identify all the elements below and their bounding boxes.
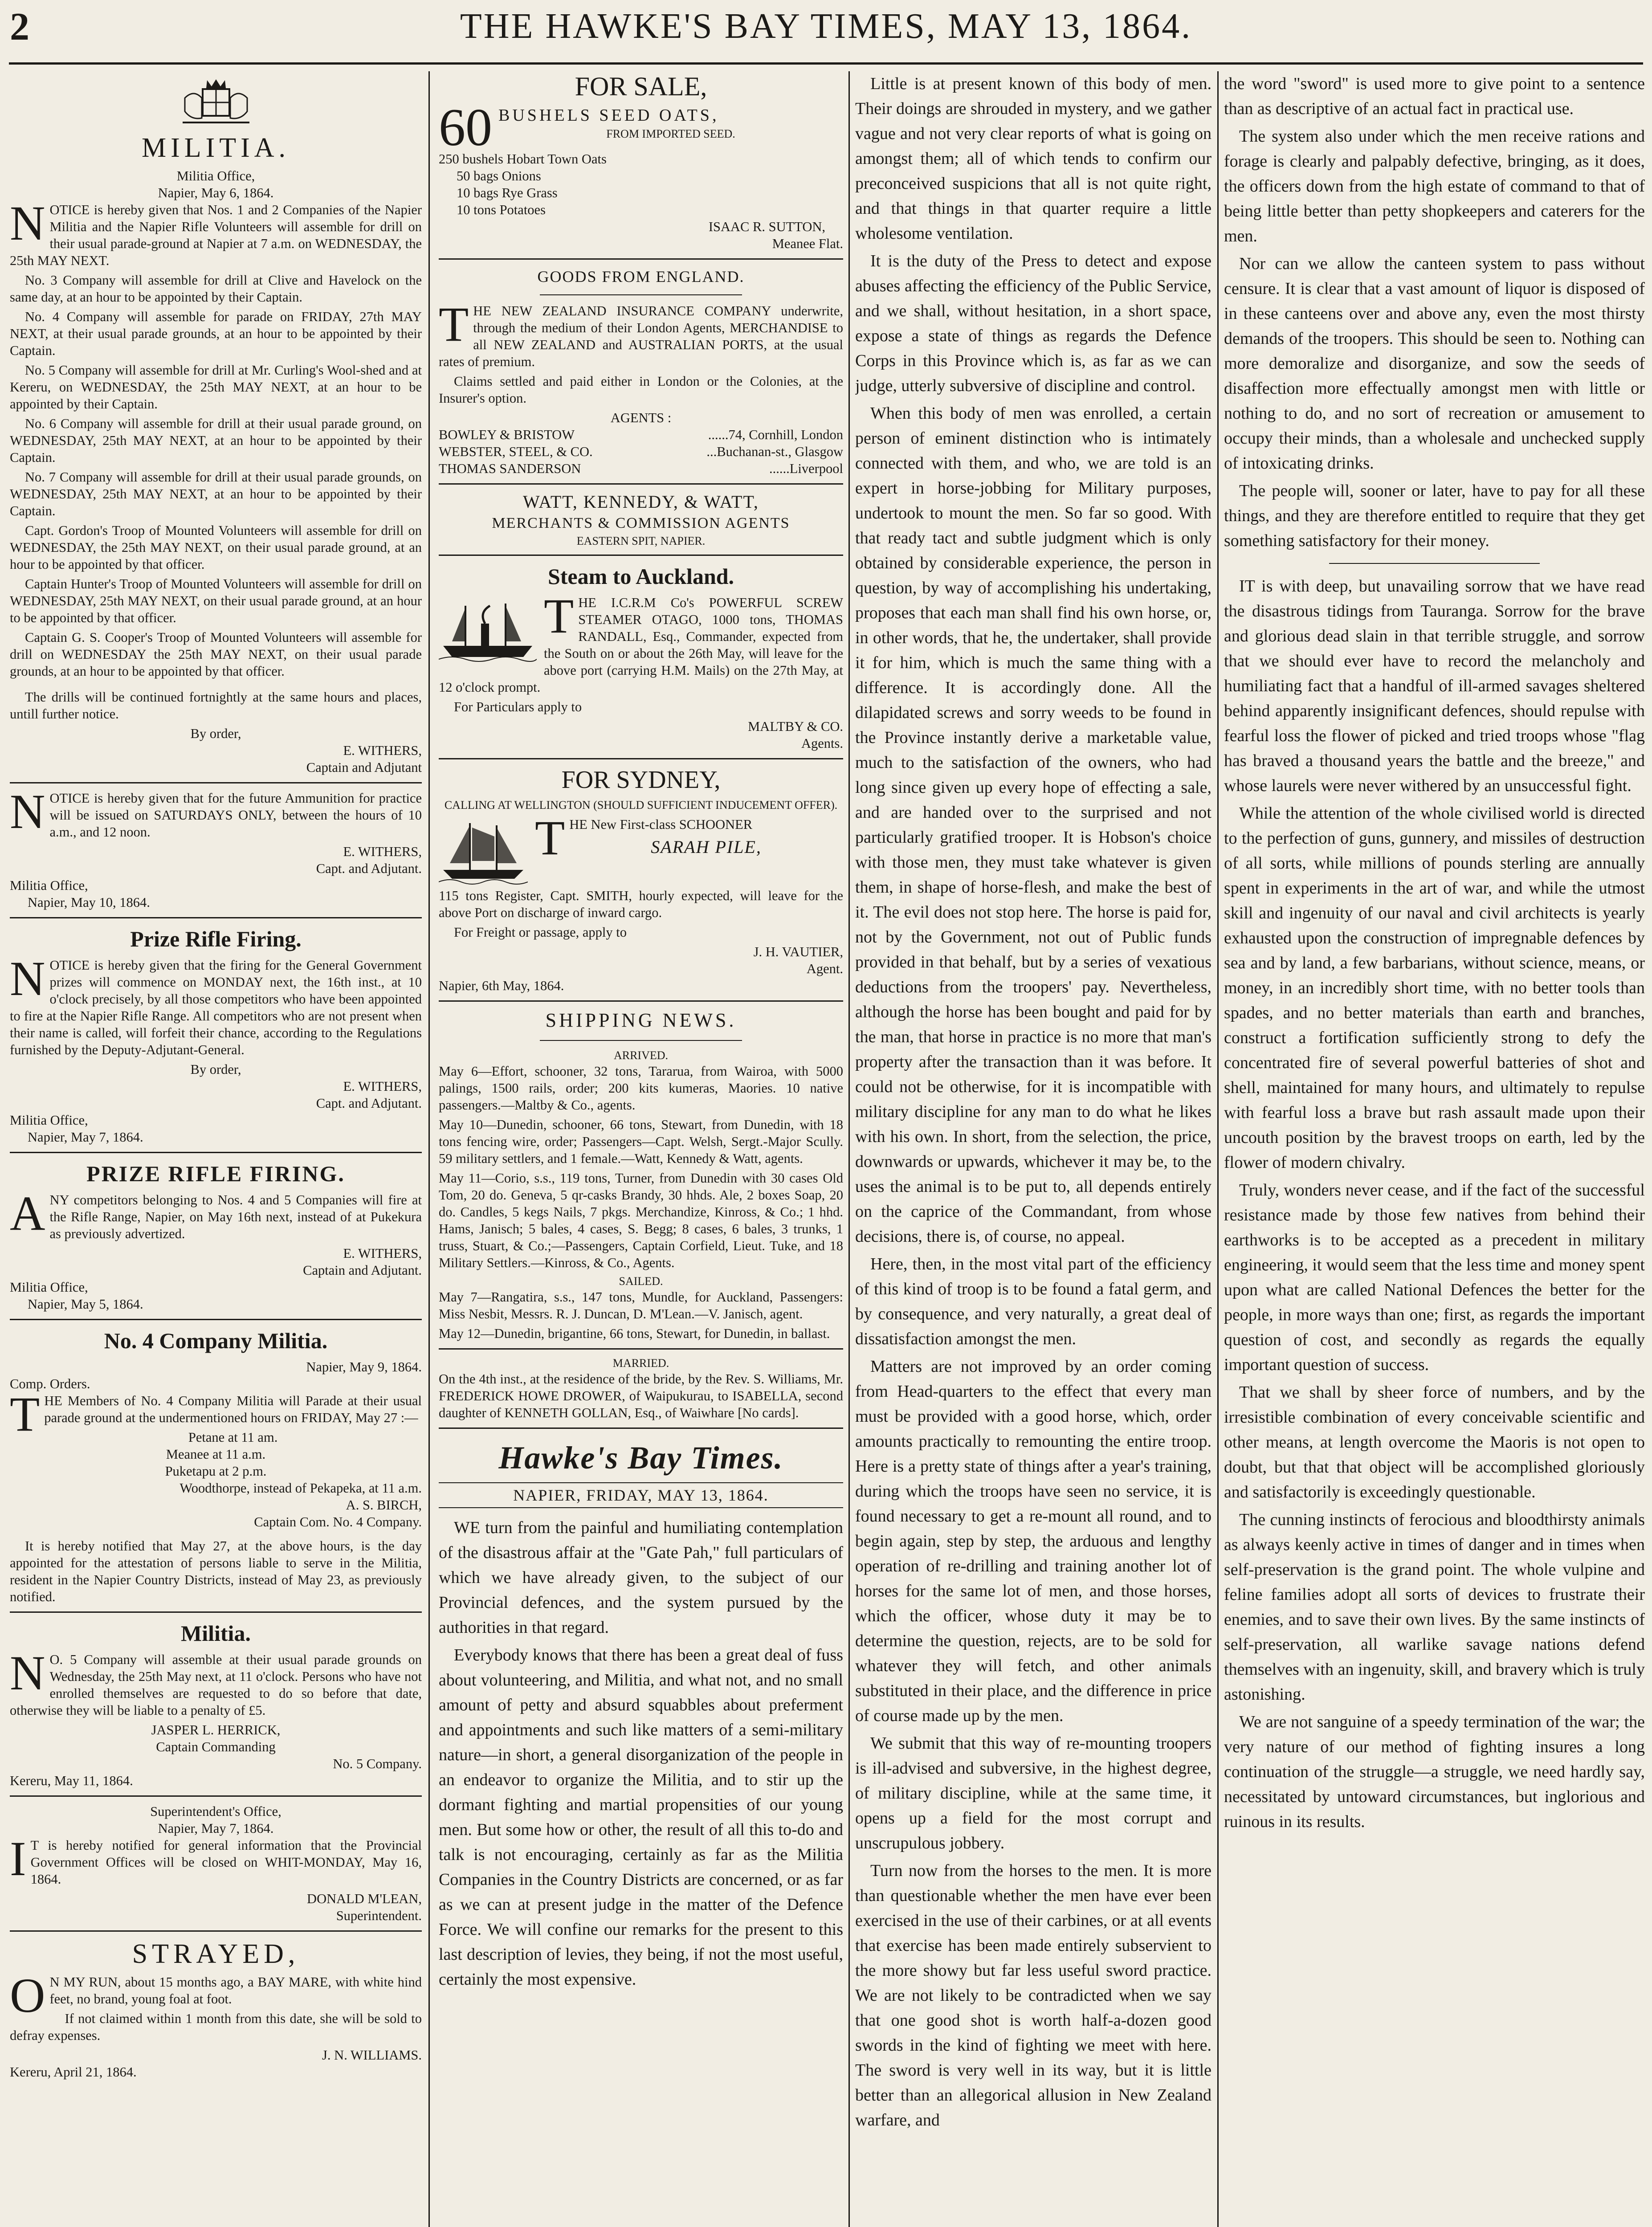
steam-notice: THE I.C.R.M Co's POWERFUL SCREW STEAMER OTAGO, 1000 tons, THOMAS RANDALL, Esq., Commander, expected from the South on or about the 26th May, will leave for the above port (carrying H.M. Mails) on the 27th May, at 12 o'clock prompt. <box>439 594 843 695</box>
for-sale-quantity: 60 <box>439 104 492 151</box>
divider <box>10 1795 422 1797</box>
strayed-heading: STRAYED, <box>132 1939 300 1969</box>
for-sale-heading: FOR SALE, <box>575 72 707 101</box>
prize-firing-2-signer-title: Captain and Adjutant. <box>303 1263 422 1278</box>
prize-firing-notice: NOTICE is hereby given that the firing for the General Government prizes will commence on MONDAY next, the 16th inst., at 10 o'clock precisely, by all those competitors who have been appointed to fire at the Napier Rifle Range. All competitors who are not present when their name is called, will forfeit their chance, according to the Regulations furnished by the Deputy-Adjutant-General. <box>10 951 422 1057</box>
masthead <box>0 0 1652 67</box>
divider <box>439 258 843 260</box>
editorial-para: When this body of men was enrolled, a certain person of eminent distinction who is intimately connected with them, and who, we are told is an expert in horse-jobbing for Military purposes, undertook to mount the men. So far so good. With that ready tact and subtle judgment which is only obtained by considerable experience, the person in question, by way of accomplishing his undertaking, proposes that each man shall find his own horse, or, in other words, that he, the undertaker, shall provide it for him, which is much the same thing with a difference. It is accordingly done. All the dilapidated screws and sorry weeds to be found in the Province instantly derive a marketable value, much to the satisfaction of the owners, who had long since given up every hope of effecting a sale, and are handed over to the surprised and not particularly gratified trooper. It is Hobson's choice with those men, they must take whatever is given them, in shape of horse-flesh, and make the best of it. The evil does not stop here. The horse is paid for, not by the Government, not out of Public funds provided in that behalf, but by a series of vexatious deductions from the troopers' pay. Nevertheless, although the horse has been bought and paid for by the man, that horse in practice is no more that man's property after the transaction than it was before. It could not be otherwise, for it is incompatible with military discipline for any man to do what he likes with his own. In short, from the selection, the price, downwards or upwards, whichever it may be, to the uses the animal is to be put to, all depends entirely on the caprice of the Commandant, from whose decisions, there is, of course, no appeal. <box>855 404 1211 1246</box>
steam-heading: Steam to Auckland. <box>547 564 734 589</box>
divider <box>10 1319 422 1320</box>
strayed-date: Kereru, April 21, 1864. <box>10 2064 137 2080</box>
shipping-sailed-1: May 7—Rangatira, s.s., 147 tons, Mundle, for Auckland, Passengers: Miss Nesbit, Messrs. R. J. Duncan, D. M'Lean.—V. Janisch, agent. <box>439 1289 843 1322</box>
superintendent-signer-title: Superintendent. <box>336 1908 422 1923</box>
newspaper-header-title: THE HAWKE'S BAY TIMES, MAY 13, 1864. <box>460 7 1192 46</box>
shipping-arrived-1: May 6—Effort, schooner, 32 tons, Tararua, from Wairoa, with 5000 palings, 1500 rails, order; 200 kits kumeras, Maories. 10 native passengers.—Maltby & Co., agents. <box>439 1064 843 1113</box>
militia-notice-3: No. 4 Company will assemble for parade on FRIDAY, 27th MAY NEXT, at their usual parade grounds, at an hour to be appointed by their Captain. <box>10 309 422 358</box>
no4-orders: Comp. Orders. <box>10 1376 90 1391</box>
header-rule <box>9 62 1643 65</box>
steam-signer: MALTBY & CO. <box>748 719 843 734</box>
column-rule <box>1217 71 1219 2227</box>
editorial-para: Turn now from the horses to the men. It is more than questionable whether the men have ever been exercised in the use of their carbines, or at all events that exercise has been made entirely subservient to the more showy but far less useful sword practice. We are not likely to be contradicted when we say that one good shot is worth half-a-dozen good swords in the kind of fighting we meet with here. The sword is very well in its way, but it is little better than an allegorical allusion in New Zealand warfare, and <box>855 1861 1211 2129</box>
prize-firing-2-notice: ANY competitors belonging to Nos. 4 and 5 Companies will fire at the Rifle Range, Napier, on May 16th next, instead of at Pukekura as previously advertized. <box>10 1186 422 1241</box>
prize-firing-2-heading: PRIZE RIFLE FIRING. <box>86 1161 345 1186</box>
sydney-notice-2: 115 tons Register, Capt. SMITH, hourly expected, will leave for the above Port on discharge of inward cargo. <box>439 888 843 920</box>
page-number: 2 <box>10 5 29 49</box>
watt-line-2: MERCHANTS & COMMISSION AGENTS <box>492 515 790 531</box>
editorial-para: That we shall by sheer force of numbers, and by the irresistible combination of every conceivable scientific and other means, at length overcome the Maoris is not open to doubt, but that that object will be accomplished gloriously and satisfactorily is exceedingly questionable. <box>1224 1383 1645 1501</box>
shipping-married: On the 4th inst., at the residence of the bride, by the Rev. S. Williams, Mr. FREDERICK HOWE DROWER, of Waipukurau, to ISABELLA, second daughter of KENNETH GOLLAN, Esq., of Waiwhare [No cards]. <box>439 1371 843 1420</box>
for-sale-item-1: 250 bushels Hobart Town Oats <box>439 151 607 167</box>
strayed-notice: O N MY RUN, about 15 months ago, a BAY MARE, with white hind feet, no brand, young foal at foot. <box>10 1968 422 2023</box>
superintendent-notice: I T is hereby notified for general information that the Provincial Government Offices will be closed on WHIT-MONDAY, May 16, 1864. <box>10 1831 422 1887</box>
prize-firing-date: Napier, May 7, 1864. <box>28 1130 143 1145</box>
editorial-para: We submit that this way of re-mounting troopers is ill-advised and subversive, in the highest degree, of military discipline, while at the same time, it opens up a field for the most corrupt and unscrupulous jobbery. <box>855 1734 1211 1852</box>
divider <box>439 1428 843 1429</box>
column-rule <box>848 71 850 2227</box>
sydney-notice-3: For Freight or passage, apply to <box>454 925 627 940</box>
prize-firing-by-order: By order, <box>190 1062 241 1077</box>
militia-by-order: By order, <box>190 726 241 741</box>
militia-notice-5: No. 6 Company will assemble for drill at their usual parade ground, on WEDNESDAY, 25th MAY NEXT, at an hour to be appointed by their Captain. <box>10 416 422 465</box>
editorial-para: The system also under which the men receive rations and forage is clearly and palpably defective, bringing, as it does, the officers down from the high estate of command to that of being little better than petty shopkeepers and caterers for the men. <box>1224 127 1645 245</box>
for-sale-line-1: BUSHELS SEED OATS, <box>498 106 719 125</box>
schooner-icon <box>439 819 528 885</box>
editorial-para: Little is at present known of this body of men. Their doings are shrouded in mystery, and we gather vague and not very clear reports of what is going on amongst them; all of which tends to confirm our preconceived suspicions that all is not quite right, and that things in that quarter require a little wholesome ventilation. <box>855 74 1211 243</box>
ammunition-office: Militia Office, <box>10 878 88 893</box>
editorial-para: We are not sanguine of a speedy termination of the war; the very nature of our method of fighting insures a long continuation of the struggle—a struggle, we need hardly say, necessitated by untoward circumstances, but inglorious and ruinous in its results. <box>1224 1713 1645 1831</box>
divider <box>439 758 843 759</box>
militia-2-signer-unit: No. 5 Company. <box>333 1756 422 1771</box>
shipping-arrived-2: May 10—Dunedin, schooner, 66 tons, Stewart, from Dunedin, with 18 tons fencing wire, order; Passengers—Capt. Welsh, Sergt.-Major Scully. 59 military settlers, and 1 female.—Watt, Kennedy & Watt, agents. <box>439 1117 843 1166</box>
watt-line-3: EASTERN SPIT, NAPIER. <box>576 534 706 547</box>
prize-firing-signer-title: Capt. and Adjutant. <box>316 1096 422 1111</box>
ammunition-date: Napier, May 10, 1864. <box>28 895 150 910</box>
for-sale-signer: ISAAC R. SUTTON, <box>708 219 825 234</box>
divider <box>10 782 422 783</box>
shipping-married-label: MARRIED. <box>612 1357 669 1370</box>
sydney-vessel: SARAH PILE, <box>651 837 762 857</box>
sydney-signer: J. H. VAUTIER, <box>753 944 843 959</box>
editorial-para: WE turn from the painful and humiliating contemplation of the disastrous affair at the "Gate Pah," full particulars of which we have already given, to the subject of our Provincial defences, and the system pursued by the authorities in that regard. <box>439 1518 843 1637</box>
militia-notice-2: No. 3 Company will assemble for drill at Clive and Havelock on the same day, at an hour to be appointed by their Captain. <box>10 273 422 305</box>
strayed-notice-2: If not claimed within 1 month from this date, she will be sold to defray expenses. <box>10 2011 422 2043</box>
prize-firing-office: Militia Office, <box>10 1113 88 1128</box>
no4-schedule-1: Petane at 11 am. <box>188 1430 278 1445</box>
editorial-para: Matters are not improved by an order coming from Head-quarters to the effect that every man must be provided with a good horse, which, order amounts practically to remounting the entire troop. Here is a pretty state of things after a year's training, during which the troops have seen no service, it is found necessary to get a re-mount all round, and to begin again, step by step, the arduous and lengthy operation of re-drilling and training another lot of horses for the same lot of men, and those horses, which the officer, whose duty it may be to determine the question, rejects, are to be sold for whatever they will fetch, and other animals substituted in their place, and the difference in price of course made up by the men. <box>855 1357 1211 1725</box>
divider <box>439 483 843 485</box>
for-sale-item-3: 10 bags Rye Grass <box>457 185 558 200</box>
no4-schedule-3: Puketapu at 2 p.m. <box>165 1464 267 1479</box>
militia-office: Militia Office, <box>176 168 255 184</box>
no4-note: It is hereby notified that May 27, at the above hours, is the day appointed for the attestation of persons liable to serve in the Militia, resident in the Napier Country Districts, instead of May 23, as previously notified. <box>10 1538 422 1604</box>
goods-agent-row: WEBSTER, STEEL, & CO. ...Buchanan-st., Glasgow <box>439 444 843 459</box>
militia-heading: MILITIA. <box>141 133 290 163</box>
goods-agent-row: BOWLEY & BRISTOW ......74, Cornhill, London <box>439 427 843 442</box>
prize-firing-2-date: Napier, May 5, 1864. <box>28 1297 143 1312</box>
editorial-para: IT is with deep, but unavailing sorrow that we have read the disastrous tidings from Tauranga. Sorrow for the brave and glorious dead slain in that terrible struggle, and sorrow that we should ever have to record the melancholy and humiliating fact that a handful of ill-armed savages sheltered behind apparently insignificant defences, should repulse with fearful loss the flower of picked and tried troops whose "flag has braved a thousand years the battle and the breeze," and whose laurels were never withered by an unsuccessful fight. <box>1224 577 1645 795</box>
militia-closing: The drills will be continued fortnightly at the same hours and places, untill further notice. <box>10 689 422 722</box>
divider <box>439 1000 843 1002</box>
goods-heading: GOODS FROM ENGLAND. <box>537 268 745 286</box>
prize-firing-2-office: Militia Office, <box>10 1280 88 1295</box>
militia-date: Napier, May 6, 1864. <box>158 185 274 200</box>
superintendent-signer: DONALD M'LEAN, <box>307 1891 422 1906</box>
column-2 <box>439 71 843 2227</box>
editorial-para: The cunning instincts of ferocious and bloodthirsty animals as always keenly active in times of danger and in times when self-preservation is the grand point. The whole vulpine and feline families adopt all sorts of devices to frustrate their enemies, and to save their own lives. By the same instincts of self-preservation, all warlike savage nations defend themselves with an ingenuity, skill, and bravery which is truly astonishing. <box>1224 1510 1645 1704</box>
column-rule <box>428 71 430 2227</box>
column-4 <box>1224 71 1645 2227</box>
editorial-para: Truly, wonders never cease, and if the fact of the successful resistance made by those few natives from behind their earthworks is to be accepted as a precedent in military engineering, it would seem that the less time and money spent upon what are called National Defences the better for the people, in more ways than one; first, as regards the important question of cost, and secondly as regards the equally important question of success. <box>1224 1181 1645 1374</box>
for-sale-line-1b: FROM IMPORTED SEED. <box>606 127 735 140</box>
for-sale-signer-place: Meanee Flat. <box>772 236 843 251</box>
column-3 <box>855 71 1211 2227</box>
no4-schedule-4: Woodthorpe, instead of Pekapeka, at 11 a.m. <box>179 1481 422 1496</box>
editorial-para: Nor can we allow the canteen system to pass without censure. It is clear that a vast amount of liquor is disposed of in these canteens over and above any, even the most thirsty demands of the troopers. This should be seen to. Nothing can more demoralize and disorganize, and sow the seeds of disaffection more effectually amongst men with little or nothing to do, and no sort of recreation or amusement to occupy their minds, than a wholesale and unchecked supply of intoxicating drinks. <box>1224 254 1645 473</box>
militia-2-signer: JASPER L. HERRICK, <box>151 1722 281 1738</box>
militia-notice-8: Captain Hunter's Troop of Mounted Volunteers will assemble for drill on WEDNESDAY, 25th MAY NEXT, on their usual parade ground, at an hour to be appointed by that officer. <box>10 576 422 625</box>
strayed-signer: J. N. WILLIAMS. <box>322 2048 422 2063</box>
superintendent-office: Superintendent's Office, <box>150 1804 281 1819</box>
divider <box>10 1152 422 1153</box>
goods-notice-2: Claims settled and paid either in London or the Colonies, at the Insurer's option. <box>439 374 843 406</box>
ammunition-notice: NOTICE is hereby given that for the future Ammunition for practice will be issued on SATURDAYS ONLY, between the hours of 10 a.m., and 12 noon. <box>10 784 422 840</box>
shipping-sailed-label: SAILED. <box>619 1275 663 1288</box>
editorial-para: While the attention of the whole civilised world is directed to the perfection of guns, gunnery, and missiles of destruction of all sorts, while millions of pounds sterling are annually spent in experiments in the art of war, and while the utmost skill and ingenuity of our naval and civil architects is yearly exhausted upon the construction of impregnable defences by sea and by land, a few barbarians, without science, means, or money, in an incredibly short time, with no better tools than spades, and no better materials than earth and branches, construct a fortification sufficiently strong to defy the concentrated fire of several powerful batteries of shot and shell, maintained for many hours, and ultimately to repulse with fearful loss a brave but rash assault made upon their uncouth position by the bravest troops on earth, led by the flower of modern chivalry. <box>1224 804 1645 1172</box>
sydney-sub: CALLING AT WELLINGTON (SHOULD SUFFICIENT INDUCEMENT OFFER). <box>444 799 838 812</box>
divider <box>439 1348 843 1350</box>
militia-2-date: Kereru, May 11, 1864. <box>10 1773 133 1788</box>
editorial-dateline: NAPIER, FRIDAY, MAY 13, 1864. <box>439 1482 843 1508</box>
editorial-nameplate: Hawke's Bay Times. <box>498 1440 783 1476</box>
divider <box>1329 563 1540 564</box>
prize-firing-2-signer: E. WITHERS, <box>343 1246 422 1261</box>
for-sale-item-4: 10 tons Potatoes <box>457 202 546 217</box>
shipping-sailed-2: May 12—Dunedin, brigantine, 66 tons, Stewart, for Dunedin, in ballast. <box>439 1326 830 1341</box>
ammunition-signer: E. WITHERS, <box>343 844 422 859</box>
column-1 <box>10 71 422 2227</box>
no4-company-heading: No. 4 Company Militia. <box>104 1328 328 1353</box>
goods-notice: THE NEW ZEALAND INSURANCE COMPANY underwrite, through the medium of their London Agents, MERCHANDISE to all NEW ZEALAND and AUSTRALIAN PORTS, at the usual rates of premium. <box>439 297 843 369</box>
no4-signer-title: Captain Com. No. 4 Company. <box>254 1514 422 1530</box>
ammunition-signer-title: Capt. and Adjutant. <box>316 861 422 876</box>
editorial-para: It is the duty of the Press to detect and expose abuses affecting the efficiency of the Public Service, and we shall, without hesitation, in a short space, expose a state of things as regards the Defence Corps in this Province which is, as far as we can judge, utterly subversive of discipline and control. <box>855 252 1211 395</box>
militia-notice-7: Capt. Gordon's Troop of Mounted Volunteers will assemble for drill on WEDNESDAY, the 25th MAY NEXT, on their usual parade ground, at an hour to be appointed by that officer. <box>10 523 422 572</box>
watt-line-1: WATT, KENNEDY, & WATT, <box>523 492 759 512</box>
sydney-date: Napier, 6th May, 1864. <box>439 978 564 993</box>
sydney-notice: THE New First-class SCHOONER <box>535 816 753 865</box>
no4-signer: A. S. BIRCH, <box>346 1497 422 1513</box>
divider <box>10 917 422 918</box>
divider <box>540 1040 742 1041</box>
editorial-para: Everybody knows that there has been a great deal of fuss about volunteering, and Militia, and what not, and no small amount of petty and absurd squabbles about preferment and appointments and such like matters of a semi-military nature—in short, a general disorganization of the people in an endeavor to organize the Militia, and to stir up the dormant fighting and martial propensities of our young men. But some how or other, the result of all this to-do and talk is not encouraging, certainly as far as the Militia Companies in the Country Districts are concerned, or as far as we can at present judge in the matter of the Defence Force. We will confine our remarks for the present to this last description of levies, they being, if not the most useful, certainly the most expensive. <box>439 1646 843 1989</box>
prize-firing-heading: Prize Rifle Firing. <box>130 926 302 951</box>
sydney-notice-block <box>439 816 843 887</box>
editorial-para: the word "sword" is used more to give point to a sentence than as descriptive of an actual fact in practical use. <box>1224 74 1645 118</box>
militia-signer: E. WITHERS, <box>343 743 422 758</box>
sydney-signer-title: Agent. <box>806 961 843 976</box>
militia-notice-9: Captain G. S. Cooper's Troop of Mounted Volunteers will assemble for drill on WEDNESDAY the 25th MAY NEXT, on their usual parade grounds, at an hour to be appointed by that officer. <box>10 630 422 679</box>
superintendent-date: Napier, May 7, 1864. <box>158 1821 274 1836</box>
sydney-heading: FOR SYDNEY, <box>561 766 721 794</box>
no4-notice: THE Members of No. 4 Company Militia will Parade at their usual parade ground at the undermentioned hours on FRIDAY, May 27 :— <box>10 1387 422 1441</box>
steamship-icon <box>439 597 537 664</box>
goods-agent-row: THOMAS SANDERSON ......Liverpool <box>439 461 843 476</box>
militia-signer-title: Captain and Adjutant <box>306 760 422 775</box>
divider <box>540 294 742 295</box>
militia-2-signer-title: Captain Commanding <box>156 1739 276 1754</box>
steam-signer-title: Agents. <box>801 736 843 751</box>
editorial-para: The people will, sooner or later, have to pay for all these things, and they are therefore entitled to require that they get something satisfactory for their money. <box>1224 481 1645 550</box>
divider <box>10 1611 422 1613</box>
for-sale-item-2: 50 bags Onions <box>457 168 541 184</box>
editorial-para: Here, then, in the most vital part of the efficiency of this kind of troop is to be found a fatal germ, and by consequence, and very naturally, a great deal of dissatisfaction amongst the men. <box>855 1255 1211 1348</box>
militia-2-notice: N O. 5 Company will assemble at their usual parade grounds on Wednesday, the 25th May next, at 11 o'clock. Persons who have not enrolled themselves are requested to do so before that date, otherwise they will be liable to a penalty of £5. <box>10 1646 422 1718</box>
militia-2-heading: Militia. <box>181 1621 251 1646</box>
goods-agents-heading: AGENTS : <box>610 410 672 425</box>
for-sale-header <box>439 104 843 151</box>
divider <box>10 1930 422 1932</box>
no4-schedule-2: Meanee at 11 a.m. <box>166 1447 266 1462</box>
steam-notice-block <box>439 594 843 698</box>
militia-notice-4: No. 5 Company will assemble for drill at Mr. Curling's Wool-shed and at Kereru, on WEDNESDAY, the 25th MAY NEXT, at an hour to be appointed by their Captain. <box>10 363 422 412</box>
shipping-heading: SHIPPING NEWS. <box>545 1009 737 1031</box>
shipping-arrived-label: ARRIVED. <box>613 1049 669 1062</box>
shipping-arrived-3: May 11—Corio, s.s., 119 tons, Turner, from Dunedin with 30 cases Old Tom, 20 do. Geneva, 5 qr-casks Brandy, 30 hhds. Ale, 2 boxes Soap, 20 do. Candles, 5 kegs Nails, 7 pkgs. Merchandize, Kinross, & Co.; 1 hhd. Hams, Janisch; 5 bales, 4 cases, S. Begg; 8 cases, 6 bales, 3 trunks, 1 truss, Stuart, & Co.;—Passengers, Captain Corfield, Lieut. Tuke, and 18 Military Settlers.—Kinross, & Co., Agents. <box>439 1171 843 1270</box>
militia-notice-1: NOTICE is hereby given that Nos. 1 and 2 Companies of the Napier Militia and the Napier Rifle Volunteers will assemble for drill on their usual parade-ground at Napier at 7 a.m. on WEDNESDAY, the 25th MAY NEXT. <box>10 196 422 268</box>
prize-firing-signer: E. WITHERS, <box>343 1079 422 1094</box>
militia-notice-6: No. 7 Company will assemble for drill at their usual parade grounds, on WEDNESDAY, 25th MAY NEXT, at an hour to be appointed by their Captain. <box>10 469 422 518</box>
divider <box>439 555 843 556</box>
steam-notice-2: For Particulars apply to <box>454 699 582 714</box>
royal-crest-icon <box>176 76 256 129</box>
no4-date: Napier, May 9, 1864. <box>306 1359 422 1375</box>
